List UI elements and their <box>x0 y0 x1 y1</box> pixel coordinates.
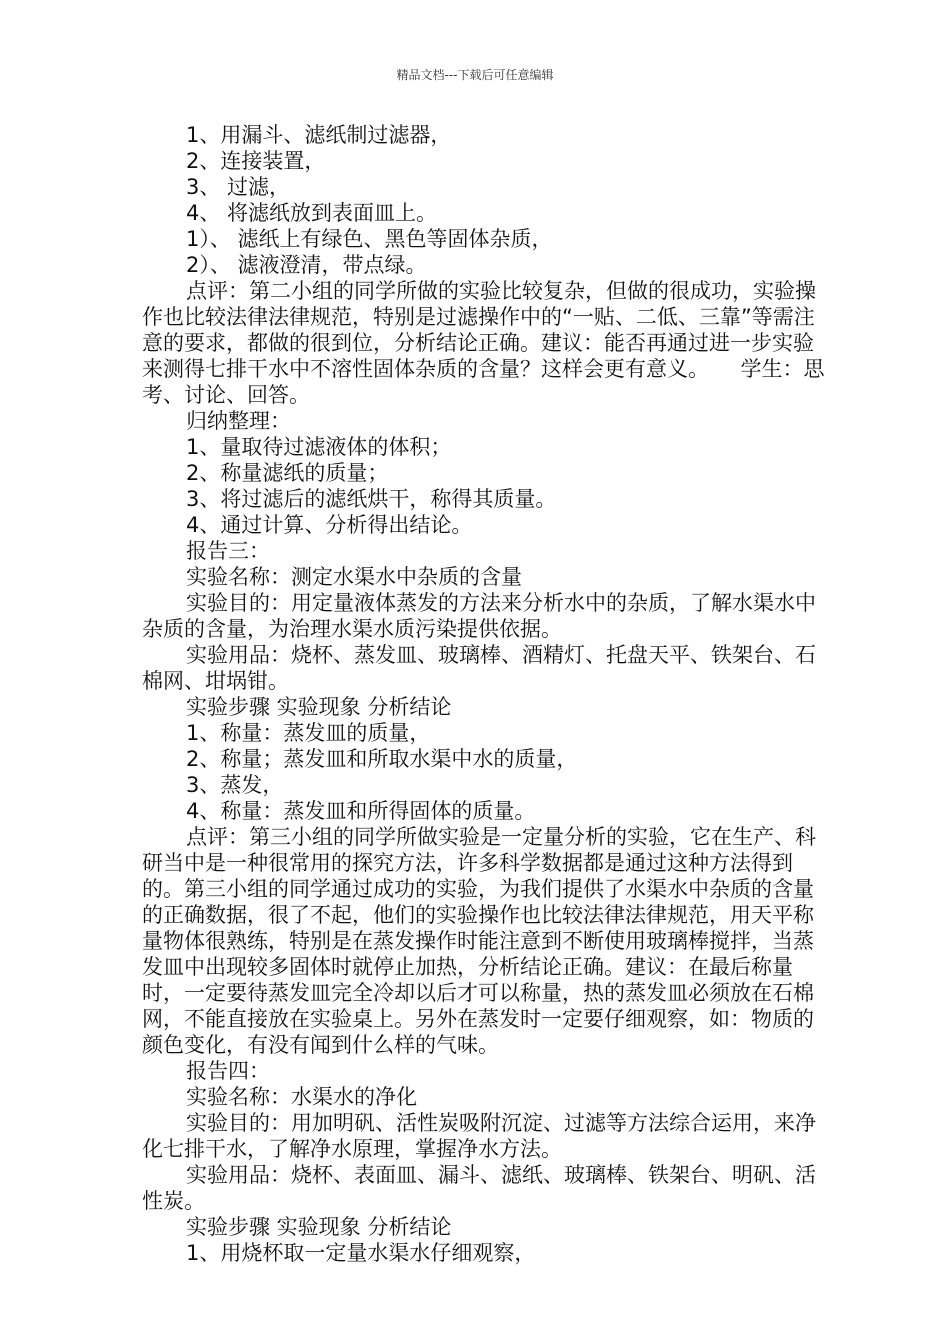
report-3-name: 实验名称：测定水渠水中杂质的含量 <box>186 565 522 589</box>
document-body <box>142 122 832 1266</box>
report-3-step-3: 3、蒸发， <box>186 773 284 797</box>
report-4-purpose: 实验目的：用加明矾、活性炭吸附沉淀、过滤等方法综合运用，来净化七排干水，了解净水原理，掌握净水方法。 <box>142 1111 816 1161</box>
step-3: 3、 过滤， <box>186 175 291 199</box>
observation-1: 1）、 滤纸上有绿色、黑色等固体杂质， <box>186 227 553 251</box>
report-3-purpose: 实验目的：用定量液体蒸发的方法来分析水中的杂质，了解水渠水中杂质的含量，为治理水渠水质污染提供依据。 <box>142 591 816 641</box>
comment-group-2: 点评：第二小组的同学所做的实验比较复杂，但做的很成功，实验操作也比较法律法律规范，特别是过滤操作中的“一贴、二低、三靠”等需注意的要求，都做的很到位，分析结论正确。建议：能否再通过进一步实验来测得七排干水中不溶性固体杂质的含量？这样会更有意义。 学生：思考、讨论、回答。 <box>142 279 825 407</box>
report-3-step-4: 4、称量：蒸发皿和所得固体的质量。 <box>186 799 536 823</box>
page-header: 精品文档---下载后可任意编辑 <box>396 68 554 82</box>
comment-group-3: 点评：第三小组的同学所做实验是一定量分析的实验，它在生产、科研当中是一种很常用的探究方法，许多科学数据都是通过这种方法得到的。第三小组的同学通过成功的实验，为我们提供了水渠水中杂质的含量的正确数据，很了不起，他们的实验操作也比较法律法律规范，用天平称量物体很熟练，特别是在蒸发操作时能注意到不断使用玻璃棒搅拌，当蒸发皿中出现较多固体时就停止加热，分析结论正确。建议：在最后称量时，一定要待蒸发皿完全冷却以后才可以称量，热的蒸发皿必须放在石棉网，不能直接放在实验桌上。另外在蒸发时一定要仔细观察，如：物质的颜色变化，有没有闻到什么样的气味。 <box>142 825 816 1057</box>
report-3-step-2: 2、称量；蒸发皿和所取水渠中水的质量， <box>186 747 578 771</box>
summary-item-4: 4、通过计算、分析得出结论。 <box>186 513 473 537</box>
summary-item-1: 1、量取待过滤液体的体积； <box>186 435 452 459</box>
report-4-materials: 实验用品：烧杯、表面皿、漏斗、滤纸、玻璃棒、铁架台、明矾、活性炭。 <box>142 1163 816 1213</box>
report-3-columns: 实验步骤 实验现象 分析结论 <box>186 695 452 719</box>
summary-heading: 归纳整理： <box>186 409 291 433</box>
report-3-heading: 报告三： <box>186 539 270 563</box>
report-4-columns: 实验步骤 实验现象 分析结论 <box>186 1215 452 1239</box>
summary-item-2: 2、称量滤纸的质量； <box>186 461 389 485</box>
step-2: 2、连接装置， <box>186 149 326 173</box>
report-4-step-1: 1、用烧杯取一定量水渠水仔细观察， <box>186 1241 536 1265</box>
report-4-heading: 报告四： <box>186 1059 270 1083</box>
report-3-step-1: 1、称量：蒸发皿的质量， <box>186 721 431 745</box>
report-3-materials: 实验用品：烧杯、蒸发皿、玻璃棒、酒精灯、托盘天平、铁架台、石棉网、坩埚钳。 <box>142 643 816 693</box>
step-4: 4、 将滤纸放到表面皿上。 <box>186 201 438 225</box>
summary-item-3: 3、将过滤后的滤纸烘干，称得其质量。 <box>186 487 557 511</box>
step-1: 1、用漏斗、滤纸制过滤器， <box>186 123 452 147</box>
report-4-name: 实验名称：水渠水的净化 <box>186 1085 417 1109</box>
observation-2: 2）、 滤液澄清，带点绿。 <box>186 253 427 277</box>
